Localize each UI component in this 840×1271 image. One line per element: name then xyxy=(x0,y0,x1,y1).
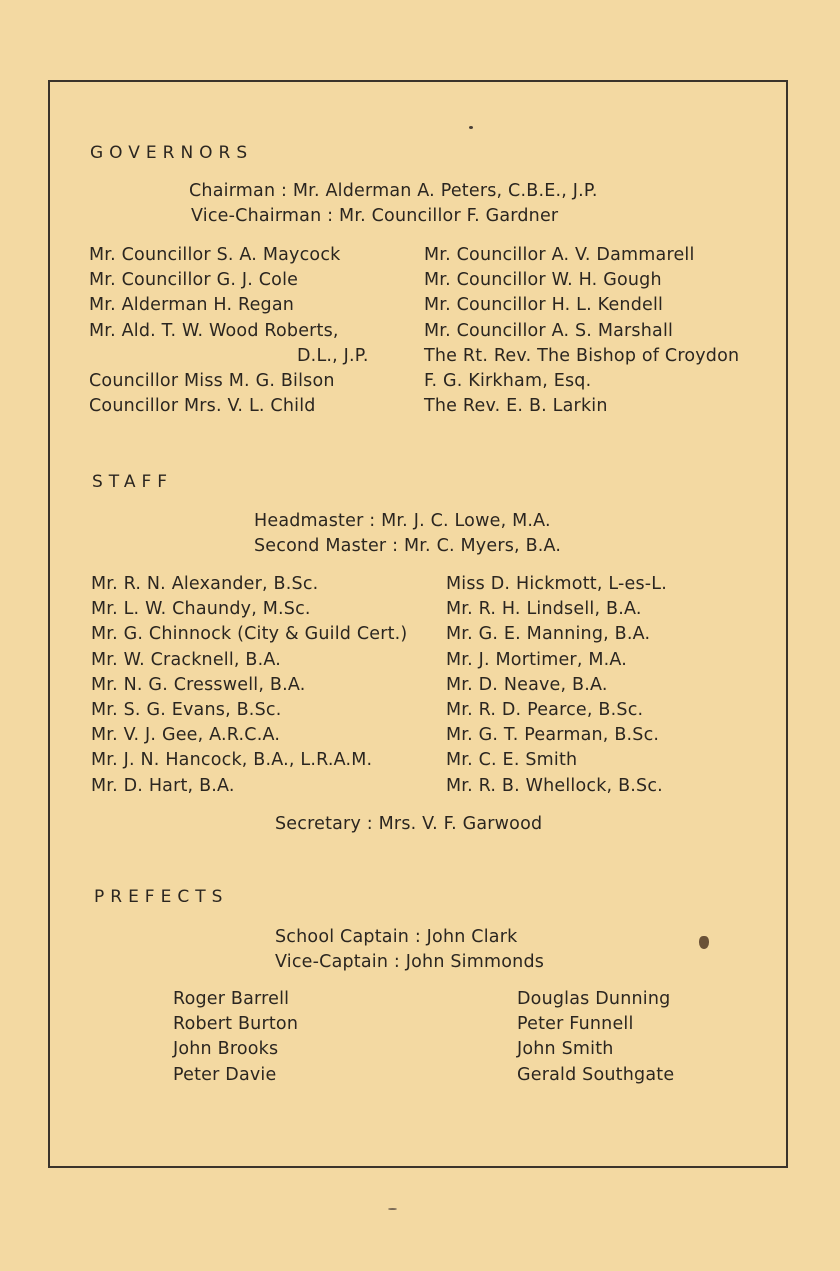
staff-left-column xyxy=(91,572,407,799)
staff-heading: STAFF xyxy=(92,472,174,492)
governors-chairman: Chairman : Mr. Alderman A. Peters, C.B.E., J.P. xyxy=(189,181,598,201)
list-item: Mr. Councillor S. A. Maycock xyxy=(89,245,341,265)
list-item: Mr. Ald. T. W. Wood Roberts, xyxy=(89,320,339,341)
list-item: Mr. D. Neave, B.A. xyxy=(446,674,608,695)
list-item: Mr. R. B. Whellock, B.Sc. xyxy=(446,775,663,796)
prefects-left-column xyxy=(173,987,298,1088)
list-item: Mr. Alderman H. Regan xyxy=(89,295,295,316)
list-item: Gerald Southgate xyxy=(517,1064,675,1085)
staff-headmaster: Headmaster : Mr. J. C. Lowe, M.A. xyxy=(254,511,551,531)
list-item: Mr. J. N. Hancock, B.A., L.R.A.M. xyxy=(91,750,373,771)
list-item: Miss D. Hickmott, L-es-L. xyxy=(446,574,668,594)
list-item: Mr. Councillor H. L. Kendell xyxy=(424,295,664,316)
list-item: Peter Funnell xyxy=(517,1014,634,1035)
list-item: F. G. Kirkham, Esq. xyxy=(424,371,592,392)
list-item: Mr. V. J. Gee, A.R.C.A. xyxy=(91,725,281,746)
paper-speck xyxy=(469,126,473,129)
list-item: Mr. J. Mortimer, M.A. xyxy=(446,649,628,670)
paper-stain xyxy=(699,936,709,949)
list-item: Mr. Councillor A. S. Marshall xyxy=(424,320,674,341)
list-item: Councillor Miss M. G. Bilson xyxy=(89,371,335,392)
list-item: John Smith xyxy=(517,1039,614,1060)
list-item: Mr. R. D. Pearce, B.Sc. xyxy=(446,700,644,721)
list-item: Douglas Dunning xyxy=(517,989,671,1009)
staff-right-column xyxy=(446,572,667,799)
governors-right-column xyxy=(424,243,739,419)
list-item: Mr. Councillor G. J. Cole xyxy=(89,270,299,291)
list-item: Mr. W. Cracknell, B.A. xyxy=(91,649,282,670)
prefects-right-column xyxy=(517,987,674,1088)
list-item: Robert Burton xyxy=(173,1014,299,1035)
staff-second-master: Second Master : Mr. C. Myers, B.A. xyxy=(254,536,562,556)
list-item: Mr. Councillor A. V. Dammarell xyxy=(424,245,695,265)
list-item: Mr. L. W. Chaundy, M.Sc. xyxy=(91,599,311,620)
prefects-captain: School Captain : John Clark xyxy=(275,927,518,947)
paper-speck xyxy=(388,1208,397,1210)
list-item: Mr. C. E. Smith xyxy=(446,750,578,771)
list-item: Mr. R. N. Alexander, B.Sc. xyxy=(91,574,319,594)
list-item: Mr. Councillor W. H. Gough xyxy=(424,270,662,291)
list-item: D.L., J.P. xyxy=(297,345,369,366)
list-item: Peter Davie xyxy=(173,1064,277,1085)
list-item: The Rt. Rev. The Bishop of Croydon xyxy=(424,345,740,366)
list-item: Mr. G. Chinnock (City & Guild Cert.) xyxy=(91,624,408,645)
list-item: Councillor Mrs. V. L. Child xyxy=(89,396,316,417)
governors-vice-chairman: Vice-Chairman : Mr. Councillor F. Gardner xyxy=(191,206,559,226)
list-item: Mr. D. Hart, B.A. xyxy=(91,775,235,796)
prefects-heading: PREFECTS xyxy=(94,887,229,907)
list-item: Mr. R. H. Lindsell, B.A. xyxy=(446,599,642,620)
list-item: John Brooks xyxy=(173,1039,279,1060)
list-item: Mr. G. T. Pearman, B.Sc. xyxy=(446,725,660,746)
list-item: The Rev. E. B. Larkin xyxy=(424,396,608,417)
list-item: Mr. S. G. Evans, B.Sc. xyxy=(91,700,282,721)
list-item: Mr. N. G. Cresswell, B.A. xyxy=(91,674,306,695)
prefects-vice-captain: Vice-Captain : John Simmonds xyxy=(275,952,545,972)
governors-heading: GOVERNORS xyxy=(90,143,254,163)
list-item: Roger Barrell xyxy=(173,989,290,1009)
staff-secretary: Secretary : Mrs. V. F. Garwood xyxy=(275,814,543,834)
governors-left-column xyxy=(89,243,369,419)
list-item: Mr. G. E. Manning, B.A. xyxy=(446,624,651,645)
